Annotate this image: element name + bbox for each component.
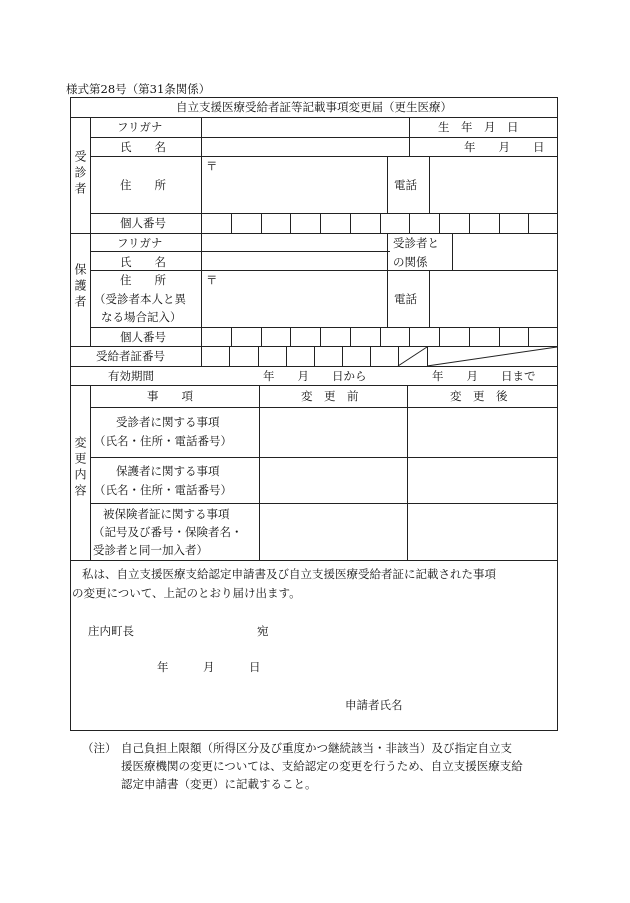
change-before-field[interactable]	[260, 408, 407, 457]
patient-my-number-field[interactable]	[202, 214, 557, 233]
certificate-number-label: 受給者証番号	[96, 349, 165, 363]
form-title: 自立支援医療受給者証等記載事項変更届（更生医療）	[176, 100, 452, 114]
guardian-relation-label-1: 受診者と	[393, 236, 439, 250]
change-after-field[interactable]	[408, 504, 557, 560]
certificate-number-field[interactable]	[202, 347, 398, 366]
note-line-3: 認定申請書（変更）に記載すること。	[121, 777, 317, 791]
validity-to[interactable]: 年 月 日まで	[432, 369, 536, 383]
note-label: （注）	[82, 741, 117, 755]
guardian-section-label: 保護者	[73, 263, 87, 311]
patient-name-field[interactable]	[202, 138, 409, 156]
guardian-name-field[interactable]	[202, 252, 387, 270]
form-number: 様式第28号（第31条関係）	[66, 82, 211, 96]
patient-section-label: 受診者	[73, 150, 87, 198]
changes-section-label: 変更内容	[73, 436, 87, 500]
change-row-title: 受診者に関する事項	[116, 415, 220, 429]
addressee: 庄内町長	[88, 624, 134, 638]
changes-head-before: 変 更 前	[301, 389, 359, 403]
patient-birth-date: 年 月 日	[464, 140, 545, 154]
guardian-my-number-field[interactable]	[202, 328, 557, 346]
change-row-title: 被保険者証に関する事項	[103, 507, 230, 521]
honorific: 宛	[257, 624, 269, 638]
applicant-name-label: 申請者氏名	[345, 698, 403, 712]
guardian-phone-field[interactable]	[430, 271, 557, 327]
change-row-detail: （氏名・住所・電話番号）	[94, 434, 232, 448]
guardian-address-field[interactable]	[202, 271, 387, 327]
note-line-1: 自己負担上限額（所得区分及び重度かつ継続該当・非該当）及び指定自立支	[121, 741, 512, 755]
guardian-phone-label: 電話	[394, 292, 417, 306]
applicant-name-field[interactable]	[412, 692, 552, 714]
guardian-address-label: 住 所	[120, 273, 166, 287]
patient-phone-label: 電話	[394, 178, 417, 192]
patient-name-label: 氏 名	[120, 140, 166, 154]
patient-furigana-label: フリガナ	[117, 120, 163, 134]
patient-furigana-field[interactable]	[202, 118, 409, 137]
submission-date[interactable]: 年 月 日	[157, 660, 261, 674]
change-row-detail: （氏名・住所・電話番号）	[94, 483, 232, 497]
note-line-2: 援医療機関の変更については、支給認定の変更を行うため、自立支援医療支給	[121, 759, 523, 773]
change-row-title: 保護者に関する事項	[116, 464, 220, 478]
change-before-field[interactable]	[260, 504, 407, 560]
changes-head-item: 事 項	[147, 389, 193, 403]
change-after-field[interactable]	[408, 458, 557, 503]
change-before-field[interactable]	[260, 458, 407, 503]
guardian-furigana-label: フリガナ	[117, 236, 163, 250]
change-row-detail: 受診者と同一加入者）	[93, 543, 208, 557]
guardian-my-number-label: 個人番号	[120, 330, 166, 344]
patient-phone-field[interactable]	[430, 157, 557, 213]
change-after-field[interactable]	[408, 408, 557, 457]
change-row-detail: （記号及び番号・保険者名・	[93, 525, 243, 539]
changes-head-after: 変 更 後	[450, 389, 508, 403]
patient-address-field[interactable]	[202, 157, 387, 213]
patient-my-number-label: 個人番号	[120, 216, 166, 230]
guardian-relation-field[interactable]	[453, 234, 557, 270]
guardian-name-label: 氏 名	[120, 255, 166, 269]
guardian-postal-mark: 〒	[206, 273, 218, 287]
declaration-line-2: の変更について、上記のとおり届け出ます。	[72, 586, 301, 600]
guardian-furigana-field[interactable]	[202, 234, 387, 251]
patient-birth-label: 生 年 月 日	[438, 120, 519, 134]
guardian-relation-label-2: の関係	[393, 255, 428, 269]
patient-address-label: 住 所	[120, 178, 166, 192]
validity-from[interactable]: 年 月 日から	[263, 369, 367, 383]
guardian-address-note-2: なる場合記入）	[101, 310, 182, 324]
validity-label: 有効期間	[108, 369, 154, 383]
patient-postal-mark: 〒	[206, 159, 218, 173]
declaration-line-1: 私は、自立支援医療支給認定申請書及び自立支援医療受給者証に記載された事項	[82, 567, 496, 581]
guardian-address-note-1: （受診者本人と異	[94, 292, 186, 306]
